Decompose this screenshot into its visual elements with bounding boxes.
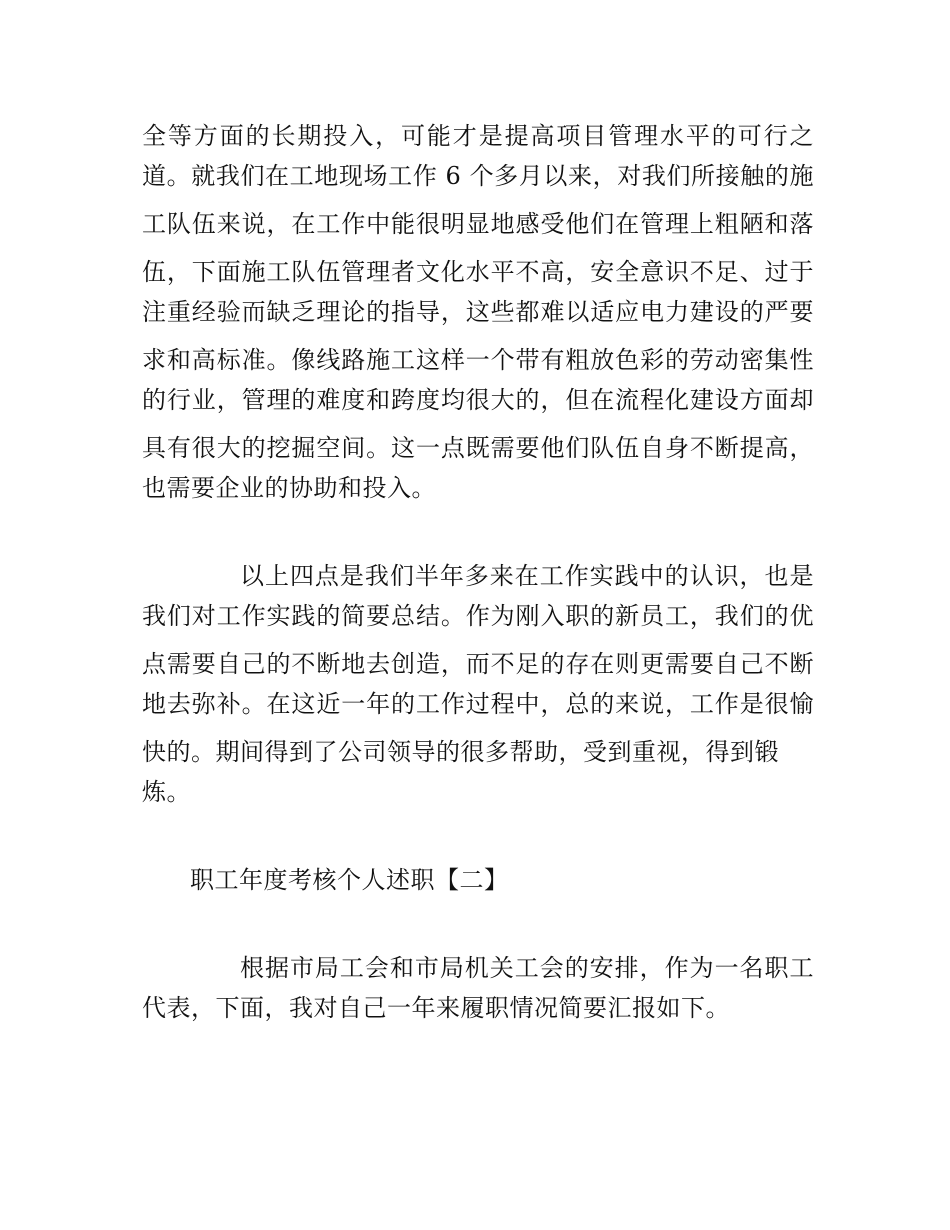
paragraph-line: 地去弥补。在这近一年的工作过程中，总的来说，工作是很愉 xyxy=(142,690,814,718)
paragraph-line: 以上四点是我们半年多来在工作实践中的认识，也是 xyxy=(240,562,814,590)
paragraph-line: 我们对工作实践的简要总结。作为刚入职的新员工，我们的优 xyxy=(142,602,814,630)
paragraph-line: 快的。期间得到了公司领导的很多帮助，受到重视，得到锻 xyxy=(142,738,779,766)
paragraph-line: 工队伍来说，在工作中能很明显地感受他们在管理上粗陋和落 xyxy=(142,210,814,238)
paragraph-line: 点需要自己的不断地去创造，而不足的存在则更需要自己不断 xyxy=(142,650,814,678)
paragraph-line: 代表，下面，我对自己一年来履职情况简要汇报如下。 xyxy=(142,994,730,1022)
paragraph-line: 伍，下面施工队伍管理者文化水平不高，安全意识不足、过于 xyxy=(142,258,814,286)
paragraph-line: 的行业，管理的难度和跨度均很大的，但在流程化建设方面却 xyxy=(142,386,814,414)
section-heading: 职工年度考核个人述职【二】 xyxy=(190,866,509,894)
paragraph-line: 具有很大的挖掘空间。这一点既需要他们队伍自身不断提高， xyxy=(142,434,814,462)
paragraph-line: 也需要企业的协助和投入。 xyxy=(142,474,436,502)
paragraph-line: 根据市局工会和市局机关工会的安排，作为一名职工 xyxy=(240,954,814,982)
paragraph-line: 求和高标准。像线路施工这样一个带有粗放色彩的劳动密集性 xyxy=(142,346,814,374)
paragraph-line: 炼。 xyxy=(142,778,191,806)
paragraph-line: 全等方面的长期投入，可能才是提高项目管理水平的可行之 xyxy=(142,122,814,150)
paragraph-line: 注重经验而缺乏理论的指导，这些都难以适应电力建设的严要 xyxy=(142,298,814,326)
paragraph-line: 道。就我们在工地现场工作 6 个多月以来，对我们所接触的施 xyxy=(142,162,814,190)
